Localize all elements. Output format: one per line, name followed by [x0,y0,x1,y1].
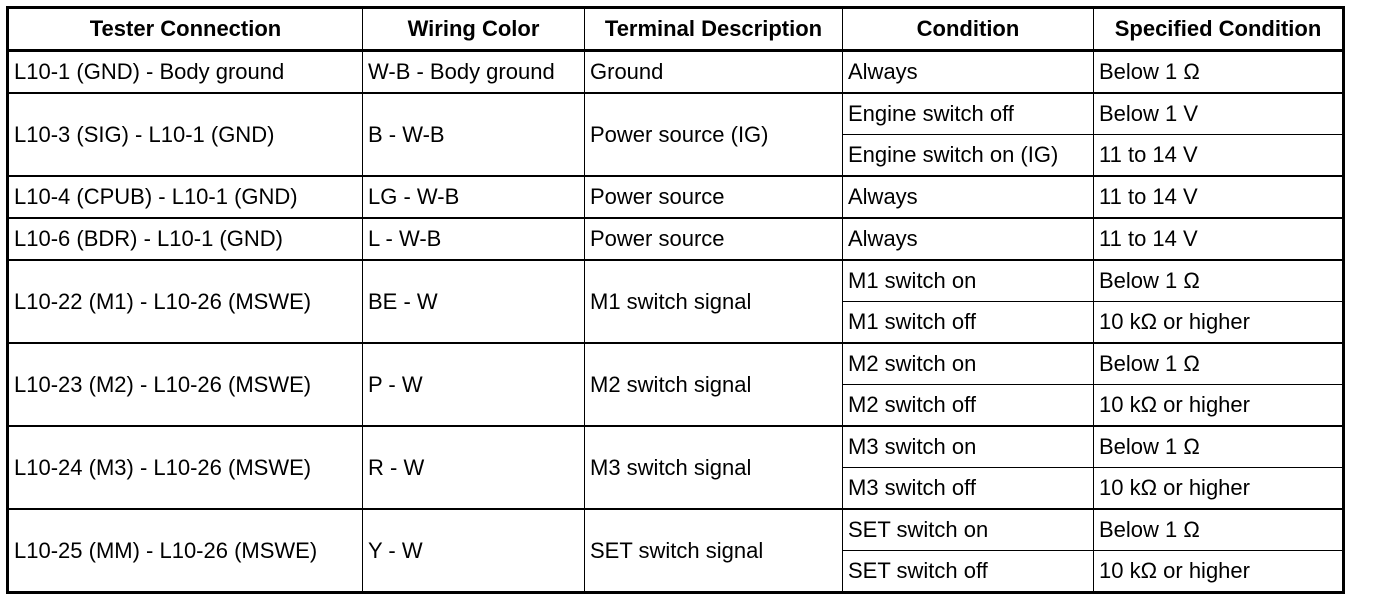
table-row [8,426,1344,468]
wiring-color-cell: Y - W [363,509,585,593]
tester-connection-cell: L10-6 (BDR) - L10-1 (GND) [8,218,363,260]
table-row [8,509,1344,551]
condition-cell: M1 switch on [843,260,1094,302]
table-row [8,218,1344,260]
header-wiring-color: Wiring Color [363,8,585,51]
condition-cell: Always [843,51,1094,94]
specified-condition-cell: Below 1 Ω [1094,343,1344,385]
terminal-description-cell: SET switch signal [585,509,843,593]
specified-condition-cell: Below 1 Ω [1094,509,1344,551]
terminal-spec-table [6,6,1345,594]
condition-cell: Always [843,176,1094,218]
header-specified-condition: Specified Condition [1094,8,1344,51]
specified-condition-cell: 11 to 14 V [1094,176,1344,218]
terminal-description-cell: Power source (IG) [585,93,843,176]
specified-condition-cell: 10 kΩ or higher [1094,551,1344,593]
wiring-color-cell: LG - W-B [363,176,585,218]
wiring-color-cell: P - W [363,343,585,426]
tester-connection-cell: L10-24 (M3) - L10-26 (MSWE) [8,426,363,509]
wiring-color-cell: L - W-B [363,218,585,260]
condition-cell: Engine switch on (IG) [843,135,1094,177]
table-row [8,51,1344,94]
condition-cell: Always [843,218,1094,260]
specified-condition-cell: 10 kΩ or higher [1094,302,1344,344]
header-condition: Condition [843,8,1094,51]
header-tester-connection: Tester Connection [8,8,363,51]
specified-condition-cell: 10 kΩ or higher [1094,385,1344,427]
tester-connection-cell: L10-4 (CPUB) - L10-1 (GND) [8,176,363,218]
terminal-description-cell: M3 switch signal [585,426,843,509]
condition-cell: M1 switch off [843,302,1094,344]
condition-cell: M2 switch on [843,343,1094,385]
tester-connection-cell: L10-23 (M2) - L10-26 (MSWE) [8,343,363,426]
tester-connection-cell: L10-22 (M1) - L10-26 (MSWE) [8,260,363,343]
header-row [8,8,1344,51]
table-row [8,343,1344,385]
condition-cell: M2 switch off [843,385,1094,427]
specified-condition-cell: 11 to 14 V [1094,135,1344,177]
condition-cell: M3 switch off [843,468,1094,510]
table-body [8,51,1344,593]
condition-cell: SET switch on [843,509,1094,551]
table-row [8,93,1344,135]
tester-connection-cell: L10-3 (SIG) - L10-1 (GND) [8,93,363,176]
condition-cell: M3 switch on [843,426,1094,468]
wiring-color-cell: B - W-B [363,93,585,176]
terminal-description-cell: Power source [585,176,843,218]
terminal-description-cell: Ground [585,51,843,94]
table-row [8,260,1344,302]
condition-cell: Engine switch off [843,93,1094,135]
specified-condition-cell: Below 1 Ω [1094,426,1344,468]
terminal-description-cell: M1 switch signal [585,260,843,343]
wiring-color-cell: W-B - Body ground [363,51,585,94]
wiring-color-cell: BE - W [363,260,585,343]
specified-condition-cell: 10 kΩ or higher [1094,468,1344,510]
terminal-description-cell: M2 switch signal [585,343,843,426]
specified-condition-cell: Below 1 Ω [1094,260,1344,302]
wiring-color-cell: R - W [363,426,585,509]
tester-connection-cell: L10-25 (MM) - L10-26 (MSWE) [8,509,363,593]
specified-condition-cell: Below 1 Ω [1094,51,1344,94]
header-terminal-description: Terminal Description [585,8,843,51]
table-row [8,176,1344,218]
condition-cell: SET switch off [843,551,1094,593]
tester-connection-cell: L10-1 (GND) - Body ground [8,51,363,94]
specified-condition-cell: 11 to 14 V [1094,218,1344,260]
specified-condition-cell: Below 1 V [1094,93,1344,135]
terminal-description-cell: Power source [585,218,843,260]
